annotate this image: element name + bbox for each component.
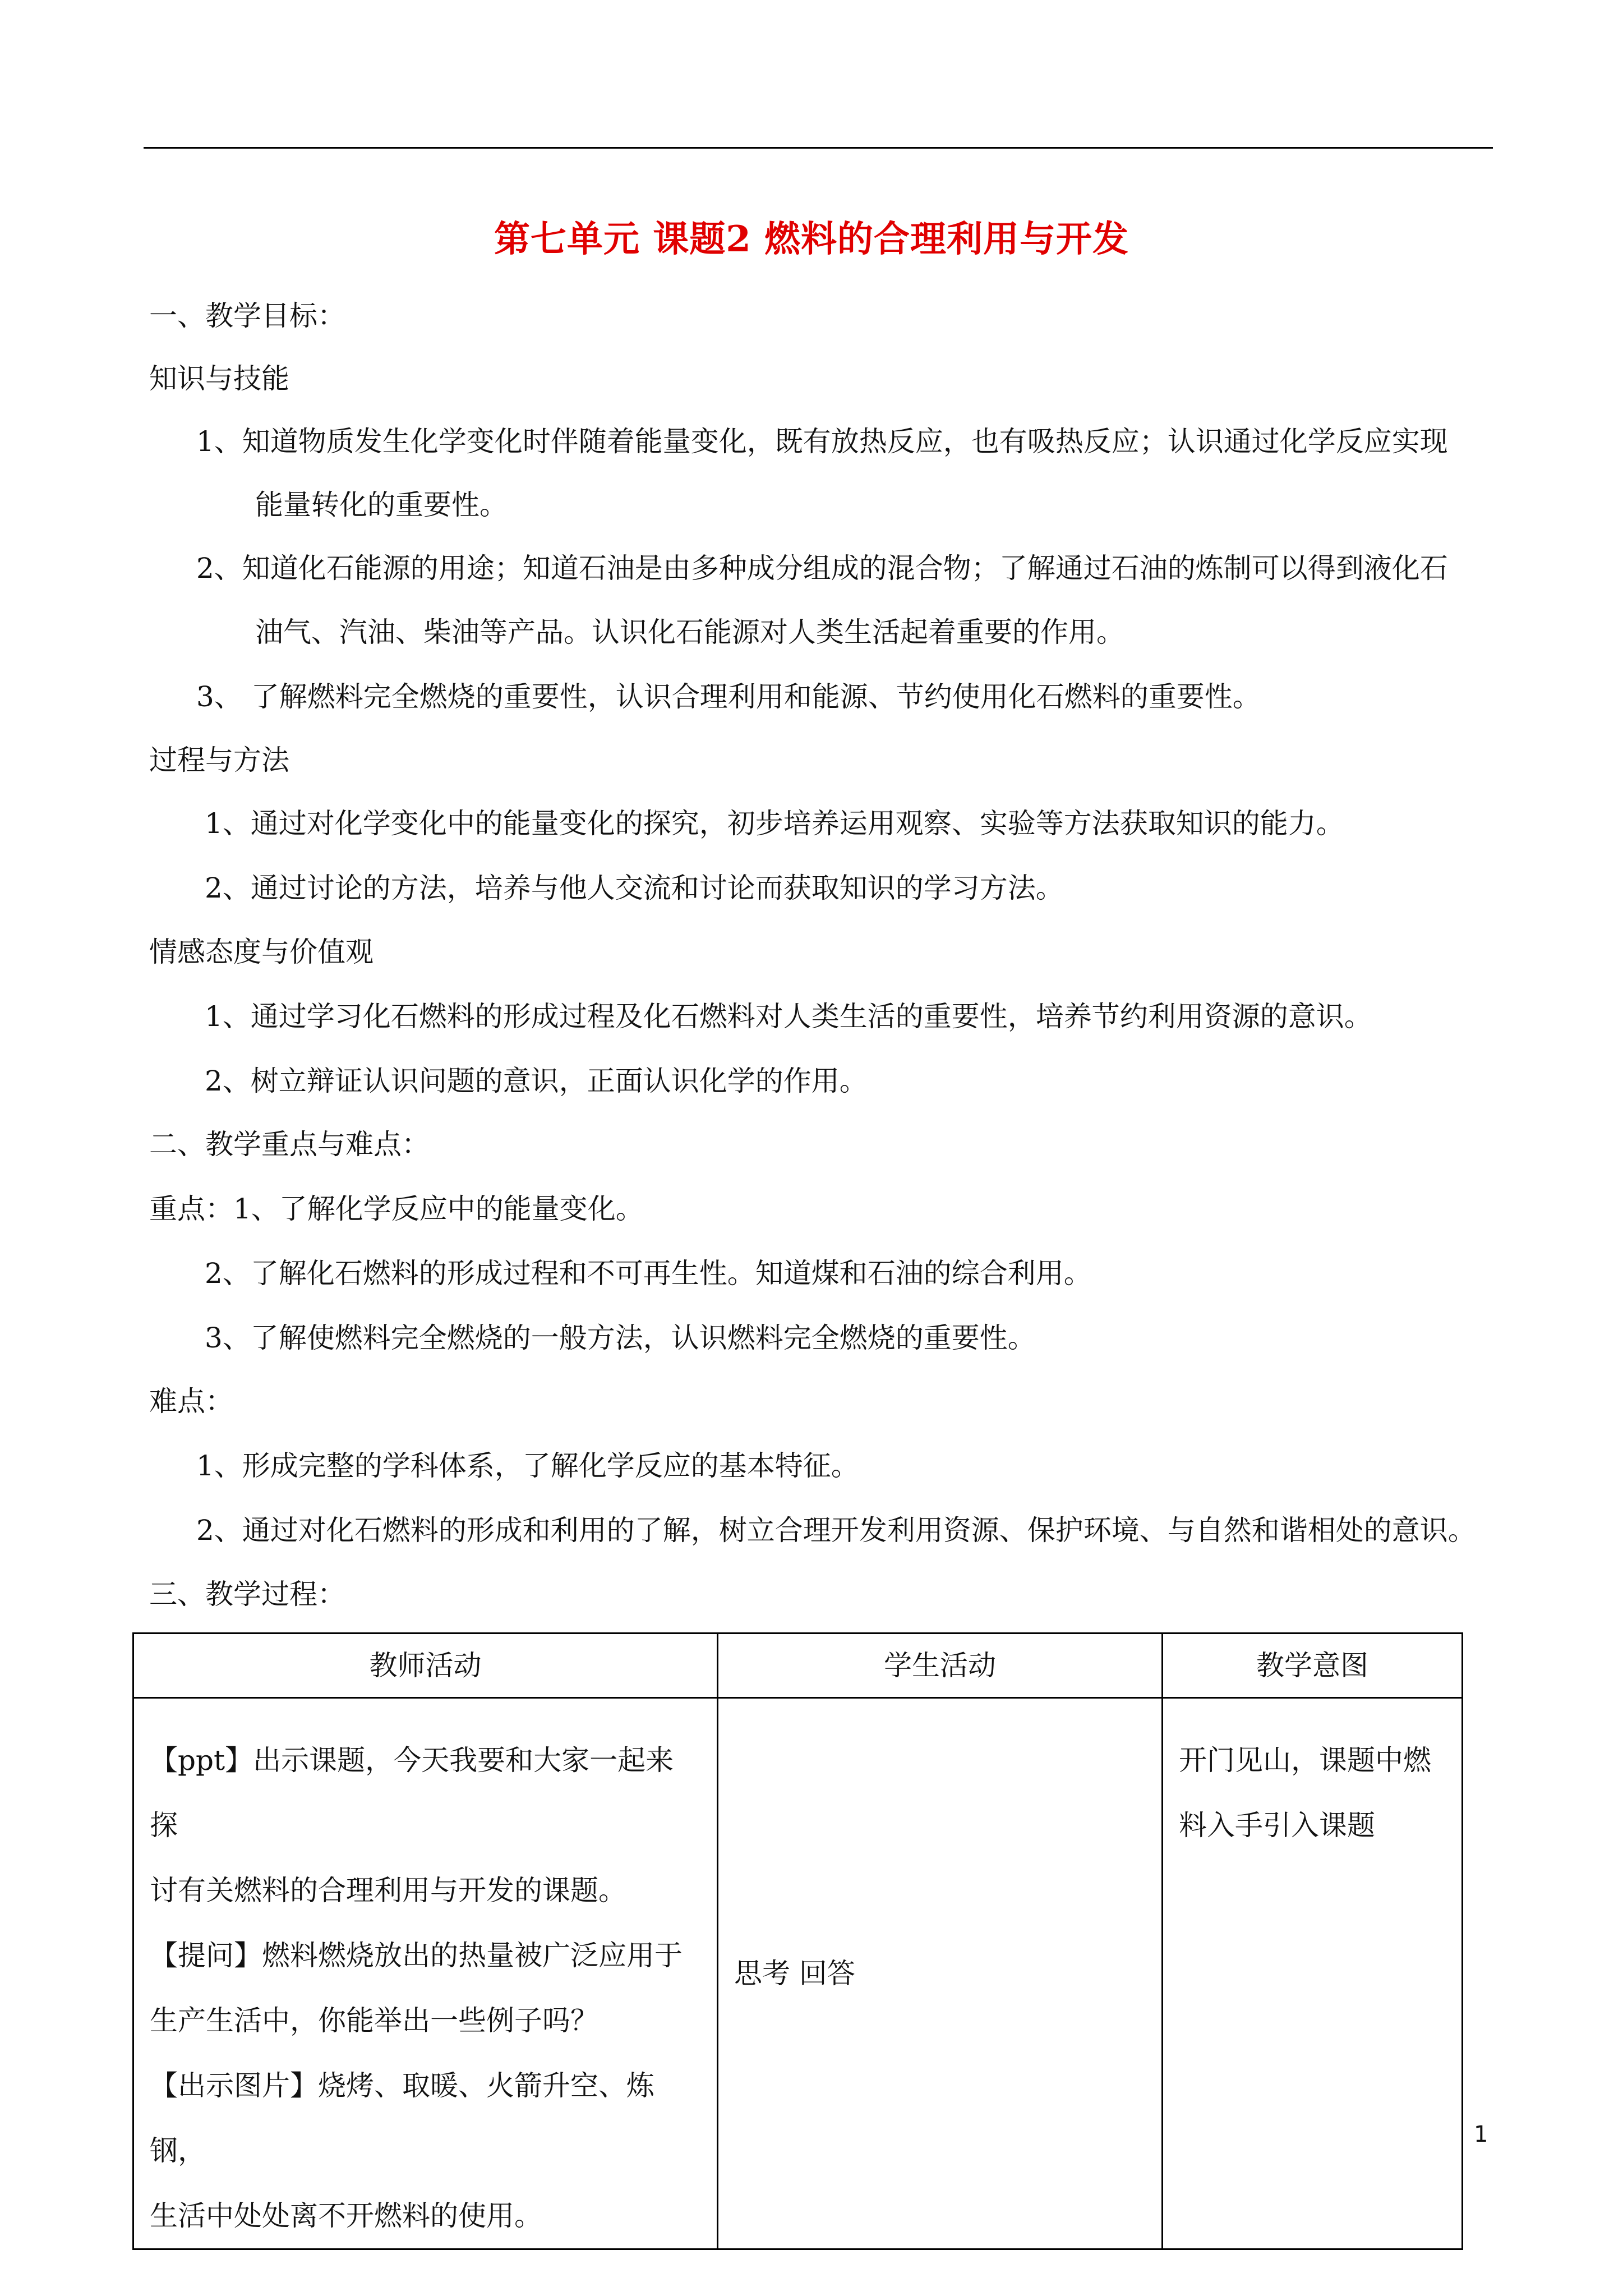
teaching-intent-cell xyxy=(1163,1698,1463,2249)
emotion-item-1: 1、通过学习化石燃料的形成过程及化石燃料对人类生活的重要性，培养节约利用资源的意识。 xyxy=(205,1000,1372,1033)
key-point-3: 3、了解使燃料完全燃烧的一般方法，认识燃料完全燃烧的重要性。 xyxy=(205,1322,1036,1354)
key-point-1: 重点：1、了解化学反应中的能量变化。 xyxy=(149,1193,644,1225)
teacher-activity-text xyxy=(150,1728,701,2248)
teaching-process-table xyxy=(132,1632,1463,2250)
process-item-2: 2、通过讨论的方法，培养与他人交流和讨论而获取知识的学习方法。 xyxy=(205,872,1064,904)
teacher-activity-cell xyxy=(133,1698,718,2249)
subheading-process: 过程与方法 xyxy=(149,744,289,776)
header-rule xyxy=(144,147,1493,149)
teacher-line: 讨有关燃料的合理利用与开发的课题。 xyxy=(150,1874,626,1907)
header-student-activity: 学生活动 xyxy=(718,1634,1163,1698)
knowledge-item-2b: 油气、汽油、柴油等产品。认识化石能源对人类生活起着重要的作用。 xyxy=(255,616,1124,648)
header-teacher-activity: 教师活动 xyxy=(133,1634,718,1698)
knowledge-item-1b: 能量转化的重要性。 xyxy=(255,489,508,521)
teacher-line: 生活中处处离不开燃料的使用。 xyxy=(150,2200,542,2232)
subheading-emotion: 情感态度与价值观 xyxy=(149,936,374,968)
difficulty-heading: 难点： xyxy=(149,1385,233,1418)
page-title: 第七单元 课题2 燃料的合理利用与开发 xyxy=(494,218,1129,260)
section-heading-objectives: 一、教学目标： xyxy=(149,300,345,332)
section-heading-key-points: 二、教学重点与难点： xyxy=(149,1128,430,1161)
emotion-item-2: 2、树立辩证认识问题的意识，正面认识化学的作用。 xyxy=(205,1065,868,1097)
subheading-knowledge: 知识与技能 xyxy=(149,362,289,395)
teacher-line: 【出示图片】烧烤、取暖、火箭升空、炼钢， xyxy=(150,2069,654,2167)
student-activity-cell: 思考 回答 xyxy=(718,1698,1163,2249)
process-item-1: 1、通过对化学变化中的能量变化的探究，初步培养运用观察、实验等方法获取知识的能力。 xyxy=(205,807,1344,840)
table-row xyxy=(133,1698,1463,2249)
teaching-intent-text xyxy=(1179,1728,1446,1858)
teacher-line: 生产生活中，你能举出一些例子吗？ xyxy=(150,2004,598,2037)
table-header-row xyxy=(133,1634,1463,1698)
teacher-line: 【ppt】出示课题，今天我要和大家一起来探 xyxy=(150,1744,674,1842)
knowledge-item-1a: 1、知道物质发生化学变化时伴随着能量变化，既有放热反应，也有吸热反应；认识通过化学反应实现 xyxy=(196,425,1448,458)
section-heading-process: 三、教学过程： xyxy=(149,1578,345,1611)
page-number: 1 xyxy=(1474,2122,1488,2147)
teacher-line: 【提问】燃料燃烧放出的热量被广泛应用于 xyxy=(150,1939,683,1972)
intent-line: 开门见山，课题中燃 xyxy=(1179,1744,1431,1777)
key-point-2: 2、了解化石燃料的形成过程和不可再生性。知道煤和石油的综合利用。 xyxy=(205,1257,1092,1290)
difficulty-1: 1、形成完整的学科体系，了解化学反应的基本特征。 xyxy=(196,1450,859,1482)
knowledge-item-3: 3、 了解燃料完全燃烧的重要性，认识合理利用和能源、节约使用化石燃料的重要性。 xyxy=(196,680,1261,713)
difficulty-2: 2、通过对化石燃料的形成和利用的了解，树立合理开发利用资源、保护环境、与自然和谐相处的意识。 xyxy=(196,1514,1476,1547)
knowledge-item-2a: 2、知道化石能源的用途；知道石油是由多种成分组成的混合物；了解通过石油的炼制可以得到液化石 xyxy=(196,552,1448,585)
header-teaching-intent: 教学意图 xyxy=(1163,1634,1463,1698)
intent-line: 料入手引入课题 xyxy=(1179,1809,1375,1842)
